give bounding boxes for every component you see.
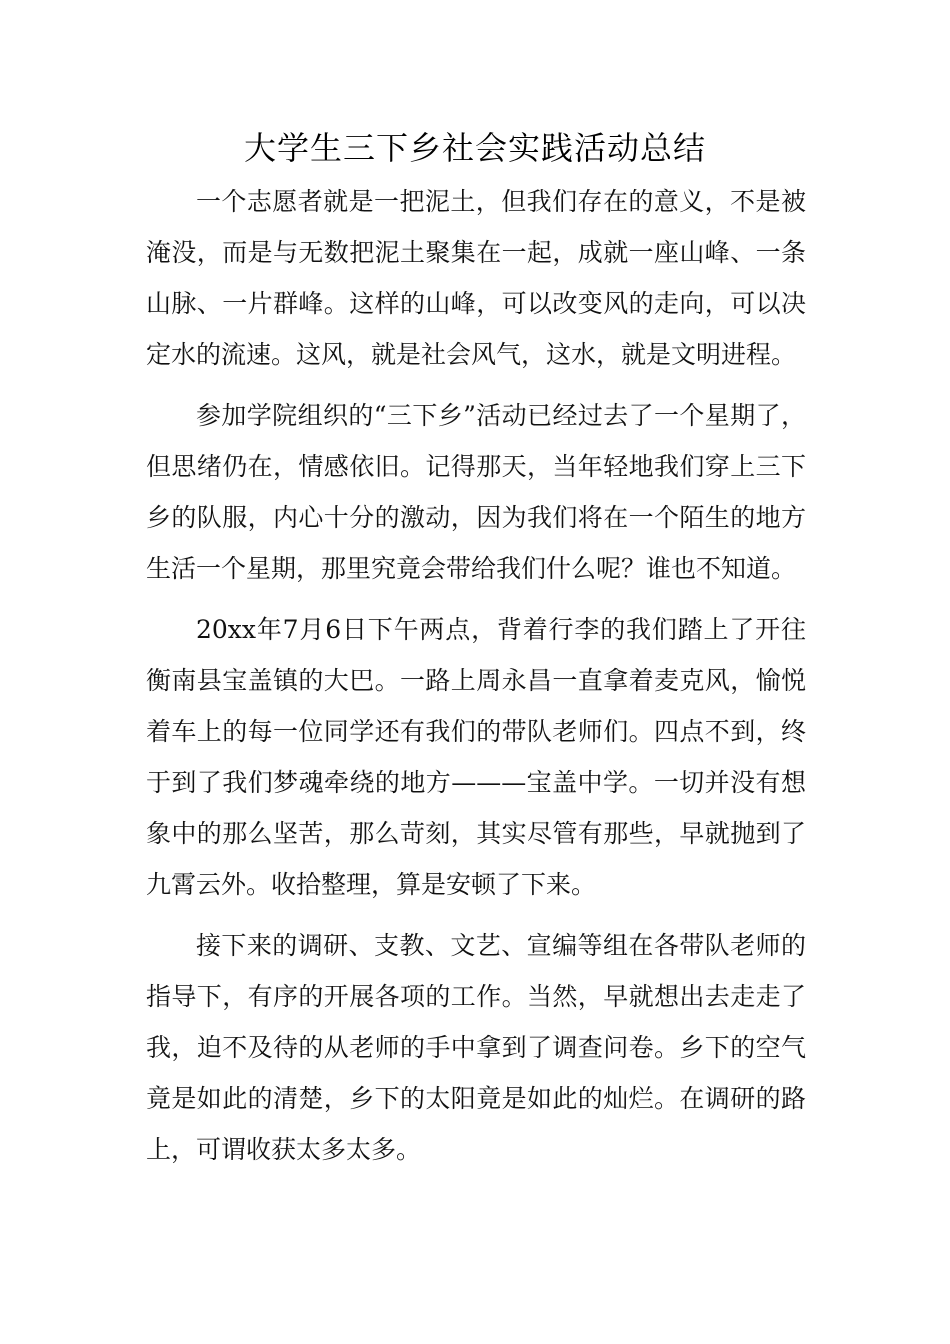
paragraph-4: 接下来的调研、支教、文艺、宣编等组在各带队老师的指导下，有序的开展各项的工作。当然，早就想出去走走了我，迫不及待的从老师的手中拿到了调查问卷。乡下的空气竟是如此的清楚，乡下的太阳竟是如此的灿烂。在调研的路上，可谓收获太多太多。 — [146, 931, 806, 1164]
paragraph-3: 20xx年7月6日下午两点，背着行李的我们踏上了开往衡南县宝盖镇的大巴。一路上周永昌一直拿着麦克风，愉悦着车上的每一位同学还有我们的带队老师们。四点不到，终于到了我们梦魂牵绕的地方———宝盖中学。一切并没有想象中的那么坚苦，那么苛刻，其实尽管有那些，早就抛到了九霄云外。收拾整理，算是安顿了下来。 — [146, 615, 806, 899]
document-body — [146, 176, 806, 1175]
paragraph-2: 参加学院组织的“三下乡”活动已经过去了一个星期了，但思绪仍在，情感依旧。记得那天，当年轻地我们穿上三下乡的队服，内心十分的激动，因为我们将在一个陌生的地方生活一个星期，那里究竟会带给我们什么呢？谁也不知道。 — [146, 401, 806, 583]
paragraph-1: 一个志愿者就是一把泥土，但我们存在的意义，不是被淹没，而是与无数把泥土聚集在一起，成就一座山峰、一条山脉、一片群峰。这样的山峰，可以改变风的走向，可以决定水的流速。这风，就是社会风气，这水，就是文明进程。 — [146, 187, 806, 369]
document-title: 大学生三下乡社会实践活动总结 — [243, 129, 706, 167]
